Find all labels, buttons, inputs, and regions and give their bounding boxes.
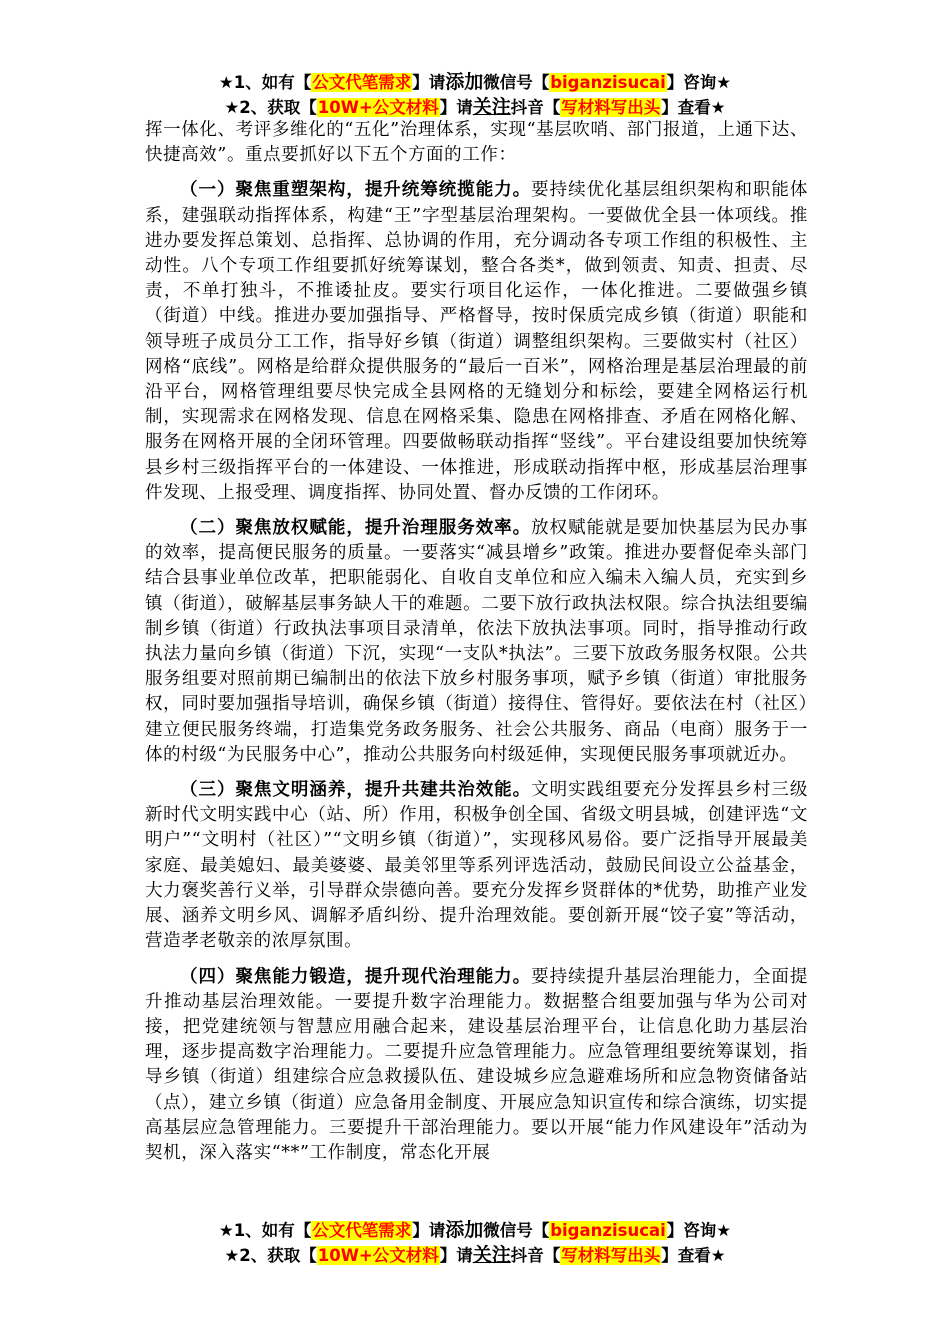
section-4-paragraph xyxy=(145,965,808,1167)
banner-text: 】咨询★ xyxy=(666,1221,732,1240)
intro-paragraph: 挥一体化、考评多维化的“五化”治理体系，实现“基层吹哨、部门报道，上通下达、快捷高效”。重点要抓好以下五个方面的工作： xyxy=(145,120,808,166)
section-3-heading: （三）聚焦文明涵养，提升共建共治效能。 xyxy=(180,780,532,801)
highlight-douyin-account: 写材料写出头 xyxy=(561,98,661,117)
banner-text: 微信号【 xyxy=(483,73,550,92)
highlight-materials: 10W+公文材料 xyxy=(317,98,439,117)
section-1-text: 要持续优化基层组织架构和职能体系，建强联动指挥体系，构建“王”字型基层治理架构。一要做优全县一体项线。推进办要发挥总策划、总指挥、总协调的作用，充分调动各专项工作组的积极性、主动性。八个专项工作组要抓好统筹谋划，整合各类*，做到领责、知责、担责、尽责，不单打独斗，不推诿扯皮。要实行项目化运作，一体化推进。二要做强乡镇（街道）中线。推进办要加强指导、严格督导，按时保质完成乡镇（街道）职能和领导班子成员分工工作，指导好乡镇（街道）调整组织架构。三要做实村（社区）网格“底线”。网格是给群众提供服务的“最后一百米”，网格治理是基层治理最的前沿平台，网格管理组要尽快完成全县网格的无缝划分和标绘，要建全网格运行机制，实现需求在网格发现、信息在网格采集、隐患在网格排查、矛盾在网格化解、服务在网格开展的全闭环管理。四要做畅联动指挥“竖线”。平台建设组要加快统筹县乡村三级指挥平台的一体建设、一体推进，形成联动指挥中枢，形成基层治理事件发现、上报受理、调度指挥、协同处置、督办反馈的工作闭环。 xyxy=(145,180,808,503)
section-2-text: 放权赋能就是要加快基层为民办事的效率，提高便民服务的质量。一要落实“减县增乡”政策。推进办要督促牵头部门结合县事业单位改革，把职能弱化、自收自支单位和应入编未入编人员，充实到乡镇（街道），破解基层事务缺人干的难题。二要下放行政执法权限。综合执法组要编制乡镇（街道）行政执法事项目录清单，依法下放执法事项。同时，指导推动行政执法力量向乡镇（街道）下沉，实现“一支队*执法”。三要下放政务服务权限。公共服务组要对照前期已编制出的依法下放乡村服务事项，赋予乡镇（街道）审批服务权，同时要加强指导培训，确保乡镇（街道）接得住、管得好。要依法在村（社区）建立便民服务终端，打造集党务政务服务、社会公共服务、商品（电商）服务于一体的村级“为民服务中心”，推动公共服务向村级延伸，实现便民服务事项就近办。 xyxy=(145,518,808,765)
bottom-banner xyxy=(0,1218,950,1268)
banner-text: ★1、如有【 xyxy=(218,1221,312,1240)
banner-text: 】咨询★ xyxy=(666,73,732,92)
banner-line-2 xyxy=(0,95,950,120)
highlight-ghostwriting: 公文代笔需求 xyxy=(312,1221,412,1240)
banner-text: 抖音【 xyxy=(510,1246,561,1265)
highlight-wechat-id: biganzisucai xyxy=(550,1221,666,1240)
banner-emphasis: 添加 xyxy=(445,71,484,93)
section-1-paragraph xyxy=(145,178,808,506)
banner-text: 】请 xyxy=(412,1221,446,1240)
section-1-heading: （一）聚焦重塑架构，提升统筹统揽能力。 xyxy=(180,180,532,201)
banner-text: 】请 xyxy=(412,73,446,92)
section-3-paragraph xyxy=(145,778,808,954)
banner-text: ★1、如有【 xyxy=(218,73,312,92)
banner-line-1 xyxy=(0,70,950,95)
banner-line-2 xyxy=(0,1243,950,1268)
highlight-wechat-id: biganzisucai xyxy=(550,73,666,92)
banner-text: ★2、获取【 xyxy=(224,98,317,117)
document-body xyxy=(145,118,808,1166)
banner-line-1 xyxy=(0,1218,950,1243)
banner-emphasis: 关注 xyxy=(472,1244,511,1266)
banner-text: 抖音【 xyxy=(510,98,561,117)
top-banner xyxy=(0,70,950,120)
section-3-text: 文明实践组要充分发挥县乡村三级新时代文明实践中心（站、所）作用，积极争创全国、省级文明县城，创建评选“文明户”“文明村（社区）”“文明乡镇（街道）”，实现移风易俗。要广泛指导开展最美家庭、最美媳妇、最美婆婆、最美邻里等系列评选活动，鼓励民间设立公益基金，大力褒奖善行义举，引导群众崇德向善。要充分发挥乡贤群体的*优势，助推产业发展、涵养文明乡风、调解矛盾纠纷、提升治理效能。要创新开展“饺子宴”等活动，营造孝老敬亲的浓厚氛围。 xyxy=(145,780,808,952)
section-2-paragraph xyxy=(145,516,808,768)
banner-text: 微信号【 xyxy=(483,1221,550,1240)
highlight-douyin-account: 写材料写出头 xyxy=(561,1246,661,1265)
highlight-materials: 10W+公文材料 xyxy=(317,1246,439,1265)
banner-text: 】查看★ xyxy=(661,98,726,117)
section-4-heading: （四）聚焦能力锻造，提升现代治理能力。 xyxy=(180,966,532,987)
banner-emphasis: 添加 xyxy=(445,1219,484,1241)
section-2-heading: （二）聚焦放权赋能，提升治理服务效率。 xyxy=(180,518,532,539)
banner-text: 】查看★ xyxy=(661,1246,726,1265)
highlight-ghostwriting: 公文代笔需求 xyxy=(312,73,412,92)
banner-emphasis: 关注 xyxy=(472,96,511,118)
banner-text: 】请 xyxy=(439,98,473,117)
section-4-text: 要持续提升基层治理能力，全面提升推动基层治理效能。一要提升数字治理能力。数据整合组要加强与华为公司对接，把党建统领与智慧应用融合起来，建设基层治理平台，让信息化助力基层治理，逐步提高数字治理能力。二要提升应急管理能力。应急管理组要统筹谋划，指导乡镇（街道）组建综合应急救援队伍、建设城乡应急避难场所和应急物资储备站（点），建立乡镇（街道）应急备用金制度、开展应急知识宣传和综合演练，切实提高基层应急管理能力。三要提升干部治理能力。要以开展“能力作风建设年”活动为契机，深入落实“**”工作制度，常态化开展 xyxy=(145,966,808,1163)
banner-text: 】请 xyxy=(439,1246,473,1265)
banner-text: ★2、获取【 xyxy=(224,1246,317,1265)
